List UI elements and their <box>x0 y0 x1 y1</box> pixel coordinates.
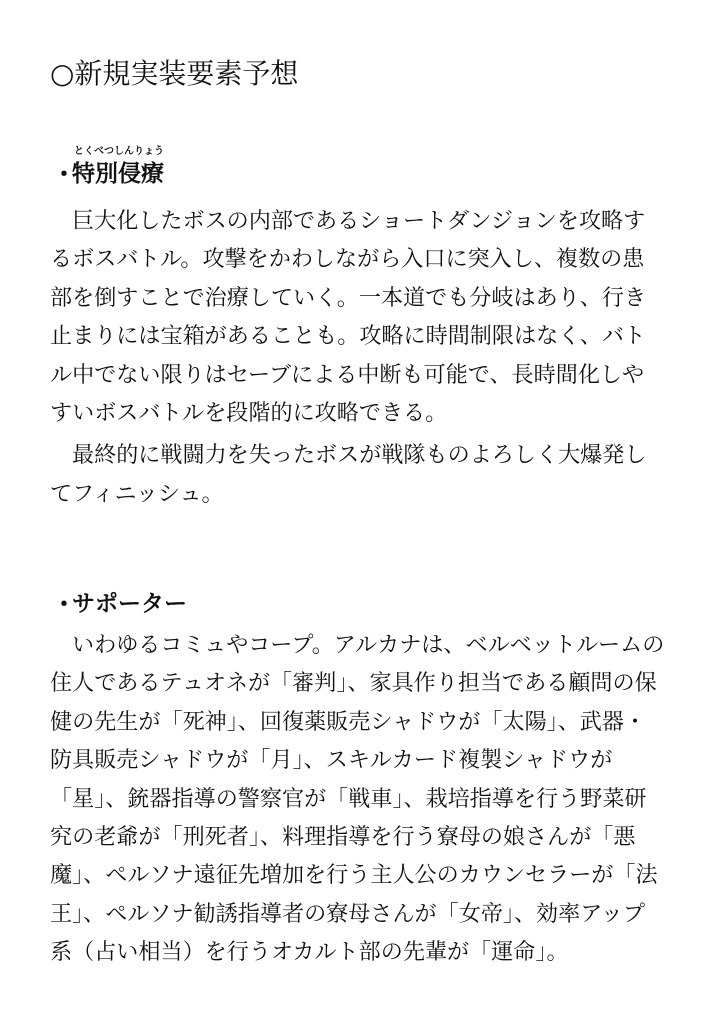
bullet-mark: ・ <box>52 160 76 188</box>
section-supporter <box>50 576 665 972</box>
heading-ruby: とくべつしんりょう <box>74 146 164 157</box>
body-paragraph: 巨大化したボスの内部であるショートダンジョンを攻略するボスバトル。攻撃をかわしながら入口に突入し、複数の患部を倒すことで治療していく。一本道でも分岐はあり、行き止まりには宝箱があることも。攻略に時間制限はなく、バトル中でない限りはセーブによる中断も可能で、長時間化しやすいボスバトルを段階的に攻略できる。 <box>50 208 647 427</box>
page-title: ○新規実装要素予想 <box>50 57 299 90</box>
heading-text: サポーター <box>72 591 187 617</box>
bullet-mark: ・ <box>52 590 76 618</box>
body-paragraph: いわゆるコミュやコープ。アルカナは、ベルベットルームの住人であるテュオネが「審判」、家具作り担当である顧問の保健の先生が「死神」、回復薬販売シャドウが「太陽」、武器・防具販売シャドウが「月」、スキルカード複製シャドウが「星」、銃器指導の警察官が「戦車」、栽培指導を行う野菜研究の老爺が「刑死者」、料理指導を行う寮母の娘さんが「悪魔」、ペルソナ遠征先増加を行う主人公のカウンセラーが「法王」、ペルソナ勧誘指導者の寮母さんが「女帝」、効率アップ系（占い相当）を行うオカルト部の先輩が「運命」。 <box>50 632 665 966</box>
body-paragraph: 最終的に戦闘力を失ったボスが戦隊ものよろしく大爆発してフィニッシュ。 <box>50 442 647 507</box>
section-special-treatment <box>50 146 665 513</box>
section-heading <box>50 146 665 190</box>
section-heading <box>50 576 665 620</box>
heading-text: 特別侵療 <box>72 161 164 187</box>
